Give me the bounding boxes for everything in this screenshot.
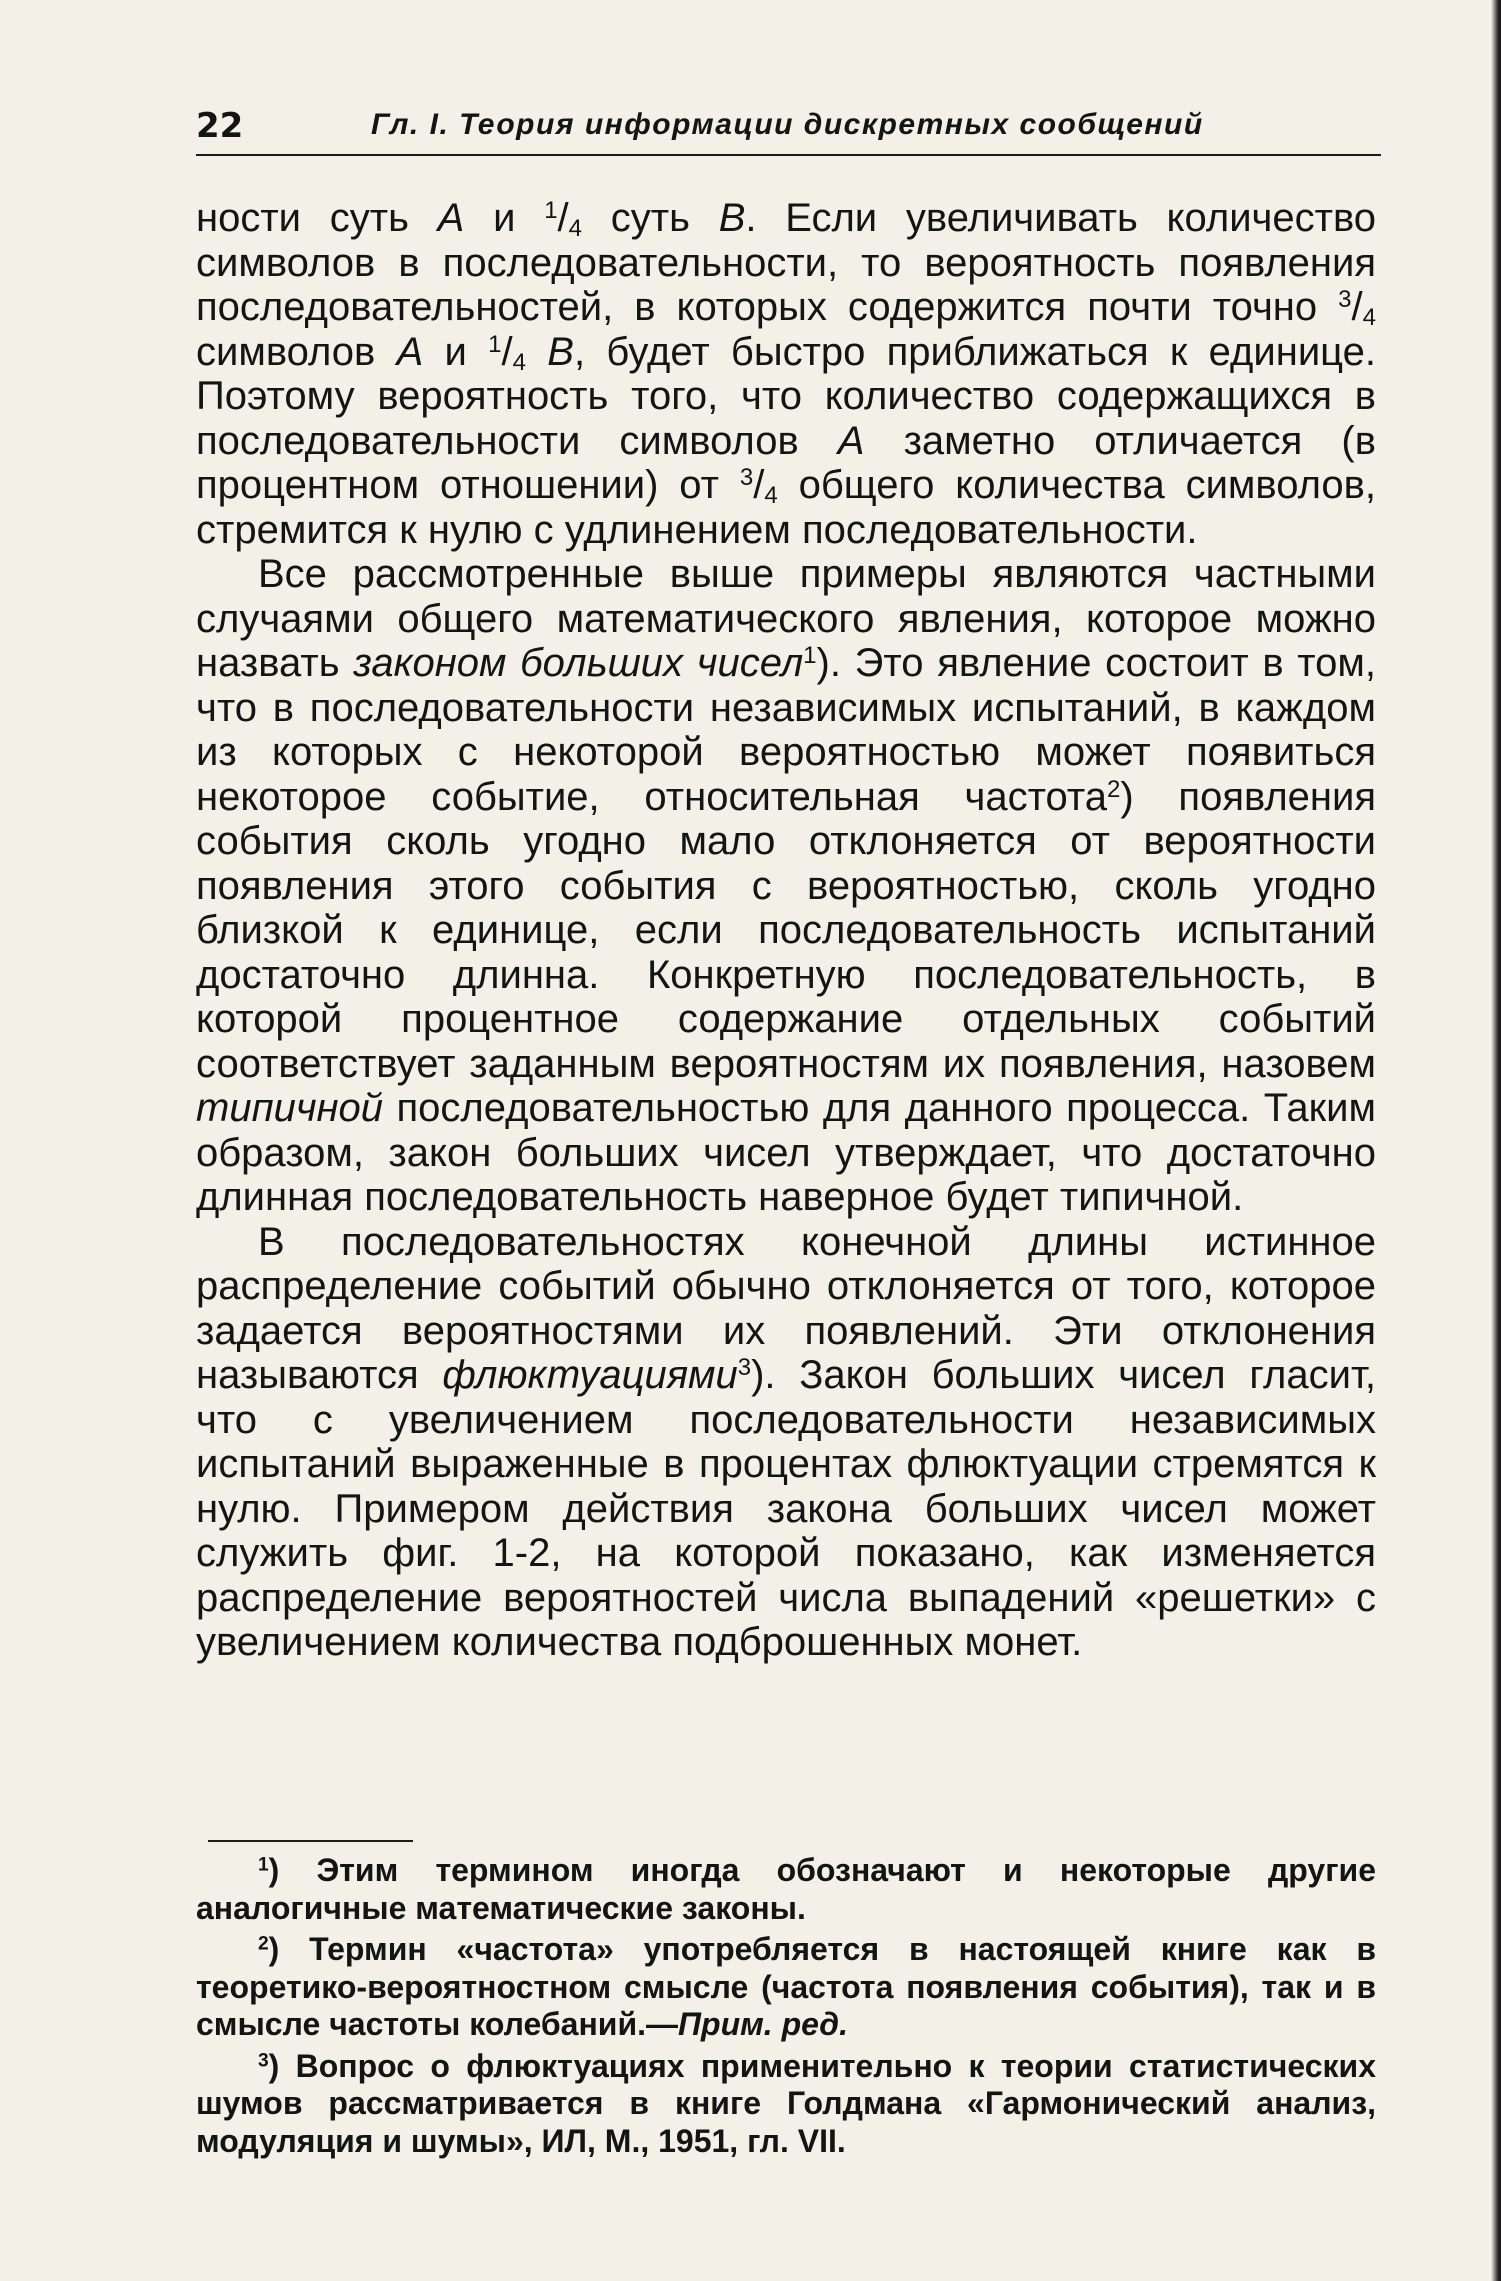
footnote-3 xyxy=(196,2048,1376,2161)
footnote-ref-3[interactable]: 3 xyxy=(737,1353,752,1381)
fraction-numerator: 1 xyxy=(544,196,558,224)
fraction-denominator: 4 xyxy=(764,481,778,509)
var-b: B xyxy=(718,196,746,240)
fraction-denominator: 4 xyxy=(512,348,526,376)
footnote-mark: 1 xyxy=(258,1854,269,1876)
book-page xyxy=(196,100,1377,2159)
term-typical: типичной xyxy=(196,1086,384,1130)
text-run: символов xyxy=(196,329,397,374)
fraction-numerator: 3 xyxy=(739,463,754,491)
footnote-ref-2[interactable]: 2 xyxy=(1106,775,1121,803)
footnote-2 xyxy=(196,1931,1376,2044)
fraction-1-4 xyxy=(544,196,582,240)
text-run: ). Закон больших чисел гласит, что с увеличением последовательности независимых испытаний выраженные в процентах флюктуации стремятся к нулю. Примером действия закона больших чисел может служить фиг. 1-2, на которой показано, как изменяется распределение вероятностей числа выпадений «решетки» с увеличением количества подброшенных монет. xyxy=(196,1353,1376,1664)
text-run: ). Это явление состоит в том, что в последовательности независимых испытаний, в каждом из которых с некоторой вероятностью может появиться некоторое событие, относительная частота xyxy=(196,641,1376,819)
footnote-rule xyxy=(208,1840,413,1842)
text-run: Все рассмотренные выше примеры являются частными случаями общего математического явления, которое можно назвать xyxy=(196,552,1376,685)
var-a: A xyxy=(396,329,424,374)
fraction-slash: / xyxy=(1351,285,1363,329)
text-run: заметно отличается (в процентном отношении) от xyxy=(196,418,1376,507)
paragraph-3 xyxy=(196,1220,1376,1665)
page-header xyxy=(196,100,1376,152)
fraction-1-4 xyxy=(488,330,526,374)
footnote-mark: 2 xyxy=(258,1933,269,1955)
text-run: суть xyxy=(582,196,719,240)
term-fluctuations: флюктуациями xyxy=(442,1353,738,1397)
body-text xyxy=(196,196,1376,1665)
text-run: В последовательностях конечной длины истинное распределение событий обычно отклоняется от того, которое задается вероятностями их появлений. Эти отклонения называются xyxy=(196,1219,1376,1397)
term-law-of-large-numbers: законом больших чисел xyxy=(353,641,804,685)
fraction-3-4 xyxy=(740,463,778,507)
text-run: последовательностью для данного процесса. Таким образом, закон больших чисел утверждает, что достаточно длинная последовательность наверное будет типичной. xyxy=(196,1086,1376,1219)
text-run: и xyxy=(464,196,545,240)
fraction-numerator: 3 xyxy=(1338,285,1352,313)
fraction-slash: / xyxy=(753,463,765,507)
footnotes xyxy=(196,1852,1376,2164)
footnote-text: ) Этим термином иногда обозначают и некоторые другие аналогичные математические законы. xyxy=(196,1852,1376,1926)
header-rule xyxy=(196,154,1381,156)
running-head: Гл. I. Теория информации дискретных сообщений xyxy=(371,108,1204,141)
footnote-text: ) Вопрос о флюктуациях применительно к теории статистических шумов рассматривается в книге Голдмана «Гармонический анализ, модуляция и шумы», ИЛ, М., 1951, гл. VII. xyxy=(196,2047,1376,2159)
text-run: общего количества символов, стремится к нулю с удлинением последовательности. xyxy=(196,463,1376,552)
text-run: . Если увеличивать количество символов в последовательности, то вероятность появления последовательностей, в которых содержится почти точно xyxy=(196,196,1377,329)
fraction-denominator: 4 xyxy=(568,214,583,242)
text-run: , будет быстро приближаться к единице. Поэтому вероятность того, что количество содержащихся в последовательности символов xyxy=(196,329,1376,463)
fraction-3-4 xyxy=(1338,285,1376,329)
text-run: ) появления события сколь угодно мало отклоняется от вероятности появления этого события с вероятностью, сколь угодно близкой к единице, если последовательность испытаний достаточно длинна. Конкретную последовательность, в которой процентное содержание отдельных событий соответствует заданным вероятностям их появления, назовем xyxy=(196,774,1376,1086)
fraction-slash: / xyxy=(557,196,569,240)
text-run: и xyxy=(423,329,489,374)
fraction-numerator: 1 xyxy=(488,330,502,358)
paragraph-2 xyxy=(196,552,1376,1220)
fraction-denominator: 4 xyxy=(1362,303,1376,331)
var-b: B xyxy=(547,329,574,374)
footnote-text: ) Термин «частота» употребляется в настоящей книге как в теоретико-вероятностном смысле (частота появления события), так и в смысле частоты колебаний.— xyxy=(196,1931,1376,2042)
fraction-slash: / xyxy=(501,329,513,374)
editor-note: Прим. ред. xyxy=(678,2006,848,2042)
var-a: A xyxy=(437,196,465,240)
text-run: ности суть xyxy=(196,196,438,240)
scan-edge xyxy=(1491,0,1501,2281)
paragraph-1 xyxy=(196,196,1376,552)
footnote-ref-1[interactable]: 1 xyxy=(803,641,817,669)
footnote-mark: 3 xyxy=(258,2049,269,2071)
page-number: 22 xyxy=(196,106,244,146)
var-a: A xyxy=(837,418,865,463)
footnote-1 xyxy=(196,1852,1376,1927)
text-run xyxy=(526,330,547,374)
